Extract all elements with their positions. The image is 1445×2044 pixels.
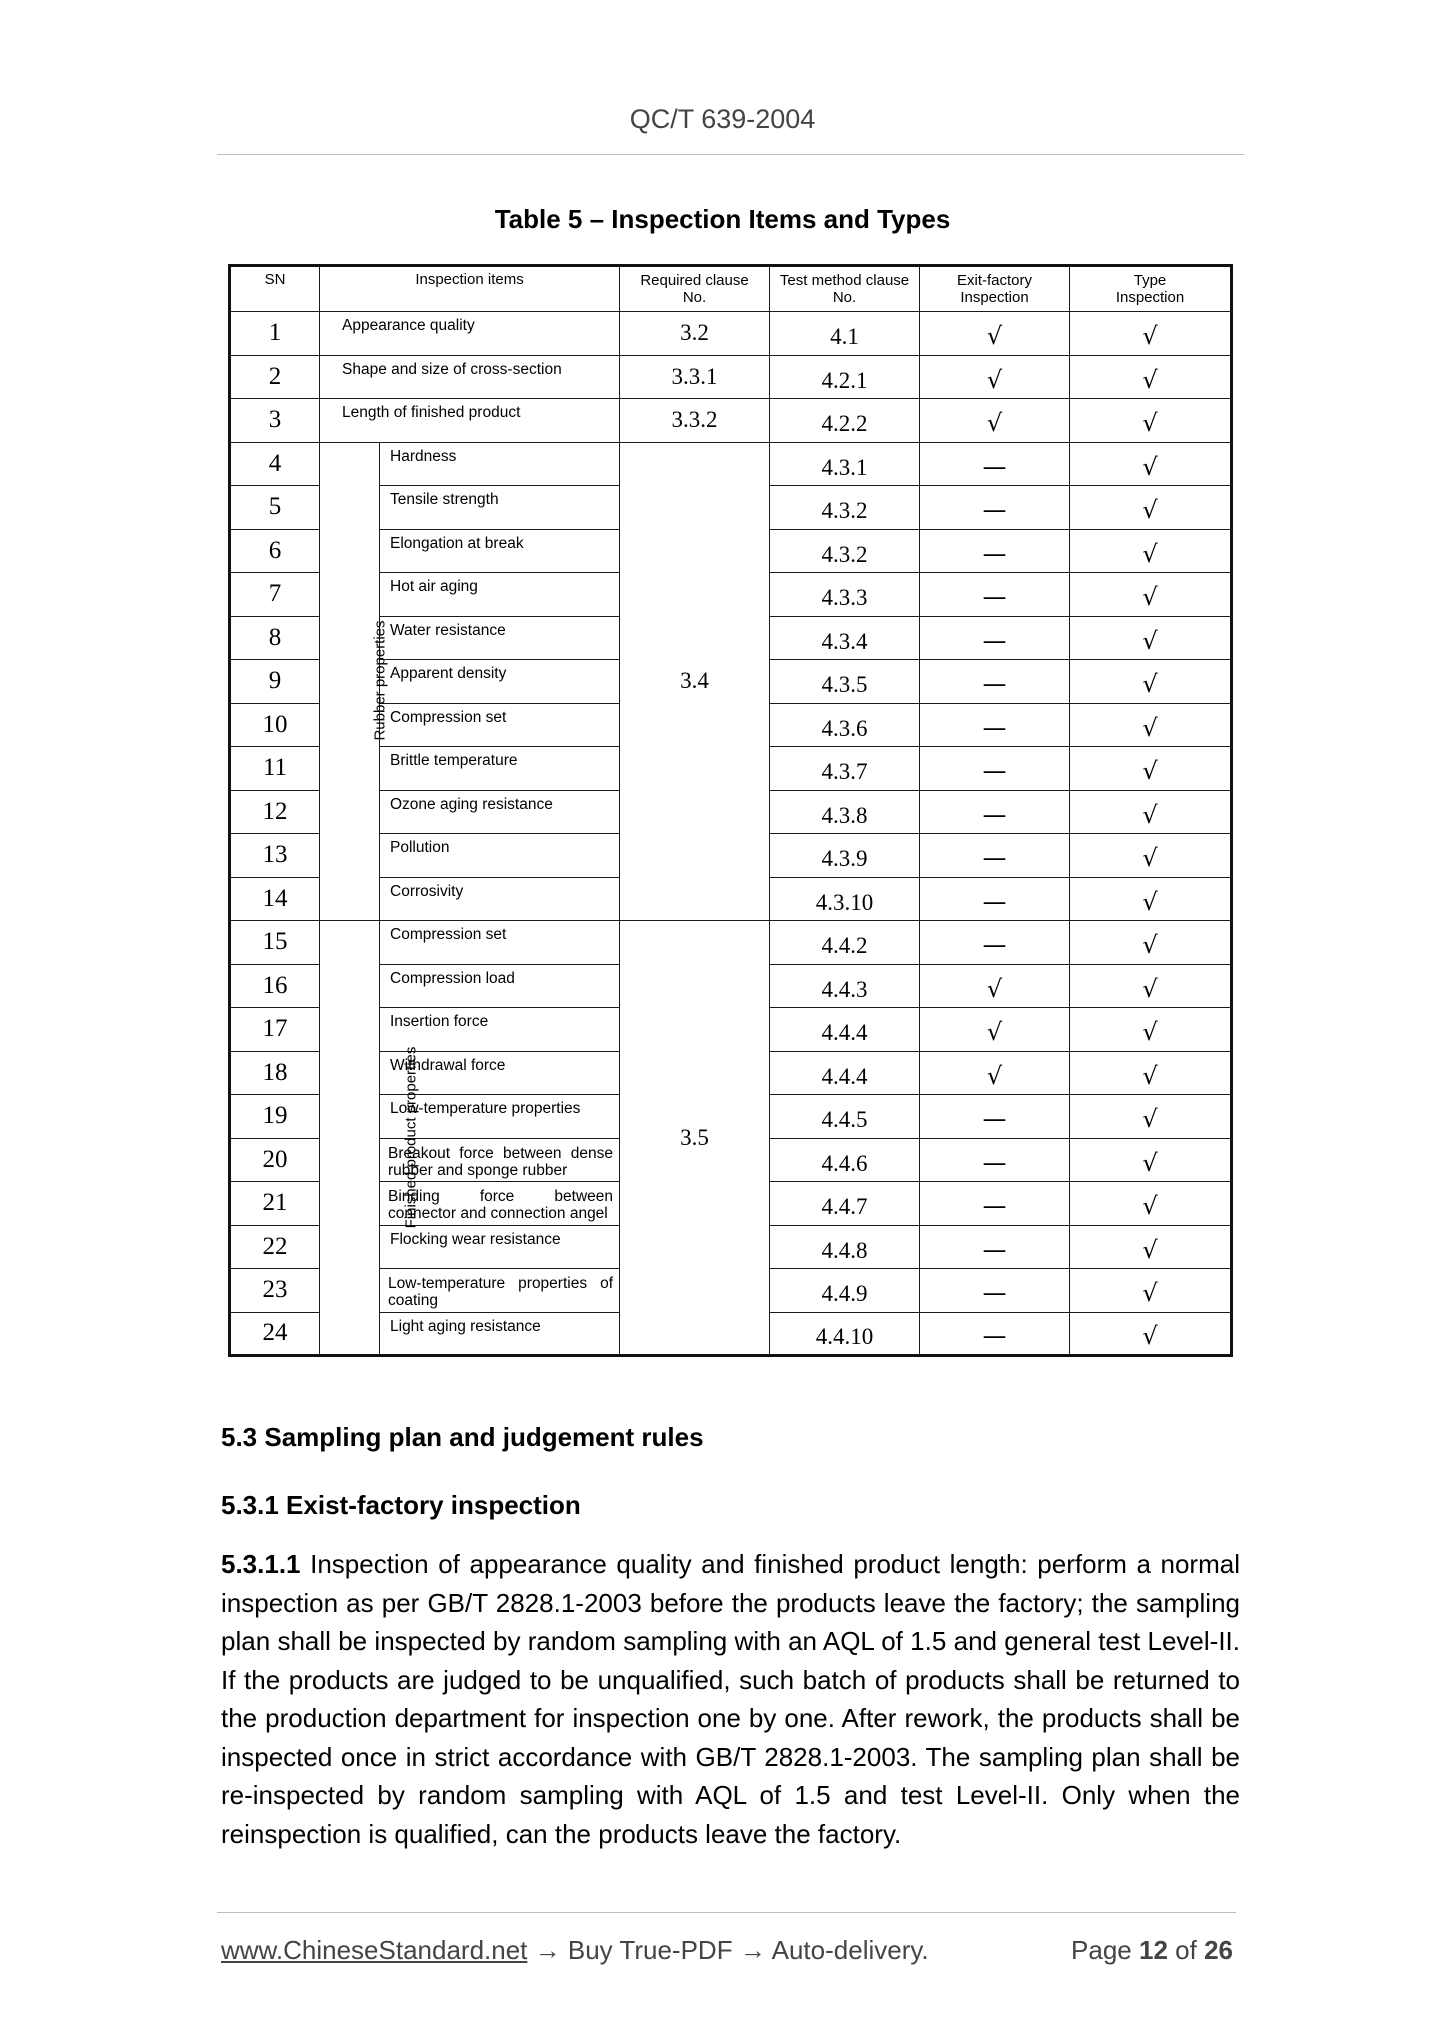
row-test-method-clause: 4.3.3 — [770, 573, 920, 617]
table-title: Table 5 – Inspection Items and Types — [494, 204, 951, 234]
row-sn: 23 — [230, 1269, 320, 1313]
row-test-method-clause: 4.2.2 — [770, 399, 920, 443]
row-inspection-item: Hardness — [380, 442, 620, 486]
item-line-2: rubber and sponge rubber — [388, 1161, 568, 1179]
row-sn: 22 — [230, 1225, 320, 1269]
check-icon: √ — [920, 355, 1070, 399]
row-required-clause: 3.5 — [620, 921, 770, 1356]
row-test-method-clause: 4.4.2 — [770, 921, 920, 965]
footer — [221, 1935, 1233, 1966]
buy-text: Buy True-PDF — [567, 1935, 733, 1965]
check-icon: √ — [1070, 1225, 1232, 1269]
row-sn: 17 — [230, 1008, 320, 1052]
row-sn: 8 — [230, 616, 320, 660]
footer-divider — [217, 1912, 1236, 1913]
check-icon: √ — [1070, 616, 1232, 660]
group-label: Rubber properties — [371, 620, 389, 741]
check-icon: √ — [1070, 1008, 1232, 1052]
row-test-method-clause: 4.4.10 — [770, 1312, 920, 1356]
check-icon: √ — [1070, 747, 1232, 791]
row-test-method-clause: 4.1 — [770, 312, 920, 356]
heading-5-3: 5.3 Sampling plan and judgement rules — [221, 1422, 704, 1452]
col-header-required: Required clause No. — [620, 266, 770, 312]
clause-number: 5.3.1.1 — [221, 1549, 301, 1579]
row-inspection-item: Hot air aging — [380, 573, 620, 617]
row-sn: 11 — [230, 747, 320, 791]
col-header-exit: Exit-factory Inspection — [920, 266, 1070, 312]
check-icon: √ — [1070, 1182, 1232, 1226]
row-sn: 19 — [230, 1095, 320, 1139]
row-inspection-item: Length of finished product — [320, 399, 620, 443]
dash-icon: — — [920, 921, 1070, 965]
row-sn: 20 — [230, 1138, 320, 1182]
row-sn: 24 — [230, 1312, 320, 1356]
row-test-method-clause: 4.3.2 — [770, 486, 920, 530]
item-line-1: Breakout force between dense — [388, 1144, 614, 1162]
row-sn: 12 — [230, 790, 320, 834]
item-line-1: Binding force between — [388, 1188, 614, 1205]
check-icon: √ — [1070, 1138, 1232, 1182]
check-icon: √ — [1070, 877, 1232, 921]
row-inspection-item: Withdrawal force — [380, 1051, 620, 1095]
check-icon: √ — [1070, 964, 1232, 1008]
check-icon: √ — [1070, 1269, 1232, 1313]
paragraph-5-3-1-1 — [221, 1545, 1240, 1853]
table-row — [230, 355, 1232, 399]
row-sn: 3 — [230, 399, 320, 443]
check-icon: √ — [920, 964, 1070, 1008]
table-header-row — [230, 266, 1232, 312]
row-inspection-item: Brittle temperature — [380, 747, 620, 791]
check-icon: √ — [1070, 399, 1232, 443]
document-code-header: QC/T 639-2004 — [629, 104, 816, 134]
row-test-method-clause: 4.2.1 — [770, 355, 920, 399]
dash-icon: — — [920, 790, 1070, 834]
clause-text: Inspection of appearance quality and finished product length: perform a normal inspection as per GB/T 2828.1-2003 before the products leave the factory; the sampling plan shall be inspected by random sampling with an AQL of 1.5 and general test Level-II. If the products are judged to be unqualified, such batch of products shall be returned to the production department for inspection one by one. After rework, the products shall be inspected once in strict accordance with GB/T 2828.1-2003. The sampling plan shall be re-inspected by random sampling with AQL of 1.5 and test Level-II. Only when the reinspection is qualified, can the products leave the factory. — [221, 1549, 1240, 1849]
row-inspection-item: Light aging resistance — [380, 1312, 620, 1356]
dash-icon: — — [920, 1182, 1070, 1226]
row-inspection-item: Elongation at break — [380, 529, 620, 573]
dash-icon: — — [920, 1138, 1070, 1182]
check-icon: √ — [1070, 312, 1232, 356]
dash-icon: — — [920, 616, 1070, 660]
check-icon: √ — [1070, 529, 1232, 573]
row-inspection-item: Shape and size of cross-section — [320, 355, 620, 399]
row-inspection-item: Water resistance — [380, 616, 620, 660]
row-test-method-clause: 4.3.5 — [770, 660, 920, 704]
row-sn: 10 — [230, 703, 320, 747]
dash-icon: — — [920, 1225, 1070, 1269]
dash-icon: — — [920, 1269, 1070, 1313]
row-test-method-clause: 4.3.7 — [770, 747, 920, 791]
arrow-icon: → — [534, 1935, 561, 1965]
dash-icon: — — [920, 486, 1070, 530]
row-test-method-clause: 4.3.2 — [770, 529, 920, 573]
row-inspection-item: Corrosivity — [380, 877, 620, 921]
table-row — [230, 442, 1232, 486]
col-header-method: Test method clause No. — [770, 266, 920, 312]
check-icon: √ — [920, 1051, 1070, 1095]
row-inspection-item: Compression set — [380, 921, 620, 965]
row-sn: 15 — [230, 921, 320, 965]
check-icon: √ — [1070, 834, 1232, 878]
row-test-method-clause: 4.4.8 — [770, 1225, 920, 1269]
row-sn: 21 — [230, 1182, 320, 1226]
group-rubber-properties — [320, 442, 389, 921]
row-inspection-item: Insertion force — [380, 1008, 620, 1052]
check-icon: √ — [1070, 921, 1232, 965]
dash-icon: — — [920, 529, 1070, 573]
row-test-method-clause: 4.4.7 — [770, 1182, 920, 1226]
row-required-clause: 3.3.1 — [620, 355, 770, 399]
row-required-clause: 3.3.2 — [620, 399, 770, 443]
row-required-clause: 3.4 — [620, 442, 770, 921]
row-test-method-clause: 4.3.9 — [770, 834, 920, 878]
item-line-1: Low-temperature properties of — [388, 1275, 614, 1292]
dash-icon: — — [920, 877, 1070, 921]
dash-icon: — — [920, 703, 1070, 747]
arrow-icon: → — [739, 1935, 766, 1965]
heading-5-3-1: 5.3.1 Exist-factory inspection — [221, 1490, 581, 1520]
check-icon: √ — [1070, 1095, 1232, 1139]
check-icon: √ — [1070, 573, 1232, 617]
check-icon: √ — [1070, 703, 1232, 747]
check-icon: √ — [920, 312, 1070, 356]
row-inspection-item: Appearance quality — [320, 312, 620, 356]
row-inspection-item — [380, 1269, 620, 1313]
col-header-type: Type Inspection — [1070, 266, 1232, 312]
row-sn: 13 — [230, 834, 320, 878]
check-icon: √ — [1070, 1312, 1232, 1356]
dash-icon: — — [920, 747, 1070, 791]
row-sn: 1 — [230, 312, 320, 356]
row-inspection-item: Compression load — [380, 964, 620, 1008]
header-divider — [217, 154, 1244, 155]
row-inspection-item: Apparent density — [380, 660, 620, 704]
website-link[interactable]: www.ChineseStandard.net — [221, 1935, 528, 1965]
row-test-method-clause: 4.3.6 — [770, 703, 920, 747]
row-test-method-clause: 4.4.4 — [770, 1008, 920, 1052]
row-test-method-clause: 4.4.9 — [770, 1269, 920, 1313]
row-sn: 4 — [230, 442, 320, 486]
dash-icon: — — [920, 1095, 1070, 1139]
table-row — [230, 921, 1232, 965]
col-header-items: Inspection items — [320, 266, 620, 312]
row-test-method-clause: 4.3.10 — [770, 877, 920, 921]
dash-icon: — — [920, 1312, 1070, 1356]
row-required-clause: 3.2 — [620, 312, 770, 356]
table-row — [230, 312, 1232, 356]
check-icon: √ — [1070, 355, 1232, 399]
item-line-2: coating — [388, 1292, 438, 1309]
item-line-2: connector and connection angel — [388, 1205, 608, 1222]
row-inspection-item: Flocking wear resistance — [380, 1225, 620, 1269]
row-inspection-item: Low-temperature properties — [380, 1095, 620, 1139]
row-inspection-item: Compression set — [380, 703, 620, 747]
row-test-method-clause: 4.4.6 — [770, 1138, 920, 1182]
row-inspection-item: Pollution — [380, 834, 620, 878]
page-indicator: Page 12 of 26 — [1071, 1935, 1233, 1965]
dash-icon: — — [920, 834, 1070, 878]
row-sn: 5 — [230, 486, 320, 530]
row-sn: 7 — [230, 573, 320, 617]
check-icon: √ — [1070, 486, 1232, 530]
row-sn: 16 — [230, 964, 320, 1008]
row-sn: 6 — [230, 529, 320, 573]
row-inspection-item: Tensile strength — [380, 486, 620, 530]
row-sn: 14 — [230, 877, 320, 921]
row-sn: 18 — [230, 1051, 320, 1095]
row-test-method-clause: 4.3.1 — [770, 442, 920, 486]
inspection-items-table — [228, 264, 1233, 1357]
dash-icon: — — [920, 442, 1070, 486]
row-inspection-item: Ozone aging resistance — [380, 790, 620, 834]
group-label: Finished product properties — [402, 1046, 420, 1228]
check-icon: √ — [1070, 790, 1232, 834]
dash-icon: — — [920, 660, 1070, 704]
row-sn: 9 — [230, 660, 320, 704]
row-test-method-clause: 4.4.5 — [770, 1095, 920, 1139]
dash-icon: — — [920, 573, 1070, 617]
table-row — [230, 399, 1232, 443]
delivery-text: Auto-delivery. — [771, 1935, 929, 1965]
check-icon: √ — [1070, 1051, 1232, 1095]
check-icon: √ — [920, 399, 1070, 443]
col-header-sn: SN — [230, 266, 320, 312]
check-icon: √ — [1070, 660, 1232, 704]
row-sn: 2 — [230, 355, 320, 399]
row-test-method-clause: 4.3.8 — [770, 790, 920, 834]
check-icon: √ — [1070, 442, 1232, 486]
check-icon: √ — [920, 1008, 1070, 1052]
row-test-method-clause: 4.4.4 — [770, 1051, 920, 1095]
row-test-method-clause: 4.3.4 — [770, 616, 920, 660]
row-test-method-clause: 4.4.3 — [770, 964, 920, 1008]
